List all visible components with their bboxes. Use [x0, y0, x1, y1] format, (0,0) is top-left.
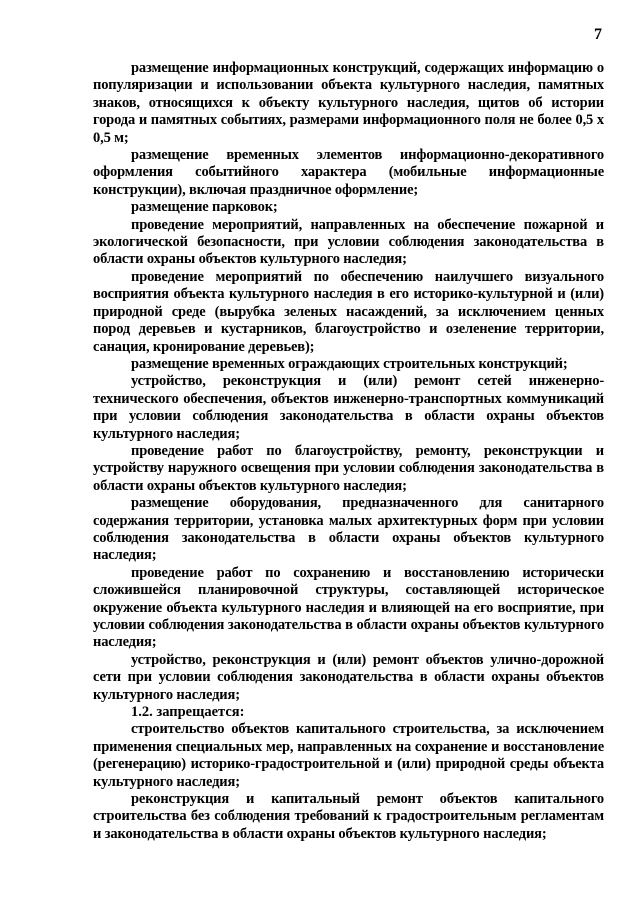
paragraph-visual-perception: проведение мероприятий по обеспечению наилучшего визуального восприятия объекта культурного наследия в его историко-культурной и (или) природной среде (вырубка зеленых насаждений, за исключением ценных пород деревьев и кустарников, благоустройство и озеленение территории, санация, кронирование деревьев); [93, 268, 604, 355]
paragraph-landscaping-lighting: проведение работ по благоустройству, ремонту, реконструкции и устройству наружного освещения при условии соблюдения законодательства в области охраны объектов культурного наследия; [93, 442, 604, 494]
paragraph-parking: размещение парковок; [131, 199, 278, 216]
paragraph-info-constructions: размещение информационных конструкций, содержащих информацию о популяризации и использовании объекта культурного наследия, памятных знаков, относящихся к объекту культурного наследия, щитов об истории города и памятных событиях, размерами информационного поля не более 0,5 х 0,5 м; [93, 60, 604, 146]
paragraph-temporary-fences: размещение временных ограждающих строительных конструкций; [131, 355, 568, 372]
paragraph-engineering-networks: устройство, реконструкция и (или) ремонт сетей инженерно-технического обеспечения, объектов инженерно-транспортных коммуникаций при условии соблюдения законодательства в области охраны объектов культурного наследия; [93, 373, 604, 442]
section-heading-prohibited: 1.2. запрещается: [131, 704, 245, 721]
paragraph-road-network: устройство, реконструкция и (или) ремонт объектов улично-дорожной сети при условии соблюдения законодательства в области охраны объектов культурного наследия; [93, 651, 604, 703]
paragraph-planning-structure: проведение работ по сохранению и восстановлению исторически сложившейся планировочной структуры, составляющей историческое окружение объекта культурного наследия и влияющей на его восприятие, при условии соблюдения законодательства в области охраны объектов культурного наследия; [93, 564, 604, 651]
paragraph-prohibited-reconstruction: реконструкция и капитальный ремонт объектов капитального строительства без соблюдения требований к градостроительным регламентам и законодательства в области охраны объектов культурного наследия; [93, 791, 604, 842]
paragraph-fire-safety: проведение мероприятий, направленных на обеспечение пожарной и экологической безопасности, при условии соблюдения законодательства в области охраны объектов культурного наследия; [93, 216, 604, 268]
paragraph-sanitary-equipment: размещение оборудования, предназначенного для санитарного содержания территории, установка малых архитектурных форм при условии соблюдения законодательства в области охраны объектов культурного наследия; [93, 495, 604, 564]
paragraph-prohibited-construction: строительство объектов капитального строительства, за исключением применения специальных мер, направленных на сохранение и восстановление (регенерацию) историко-градостроительной и (или) природной среды объекта культурного наследия; [93, 721, 604, 790]
paragraph-temporary-decor: размещение временных элементов информационно-декоративного оформления событийного характера (мобильные информационные конструкции), включая праздничное оформление; [93, 147, 604, 198]
page-number: 7 [594, 26, 602, 43]
document-body [93, 60, 604, 843]
